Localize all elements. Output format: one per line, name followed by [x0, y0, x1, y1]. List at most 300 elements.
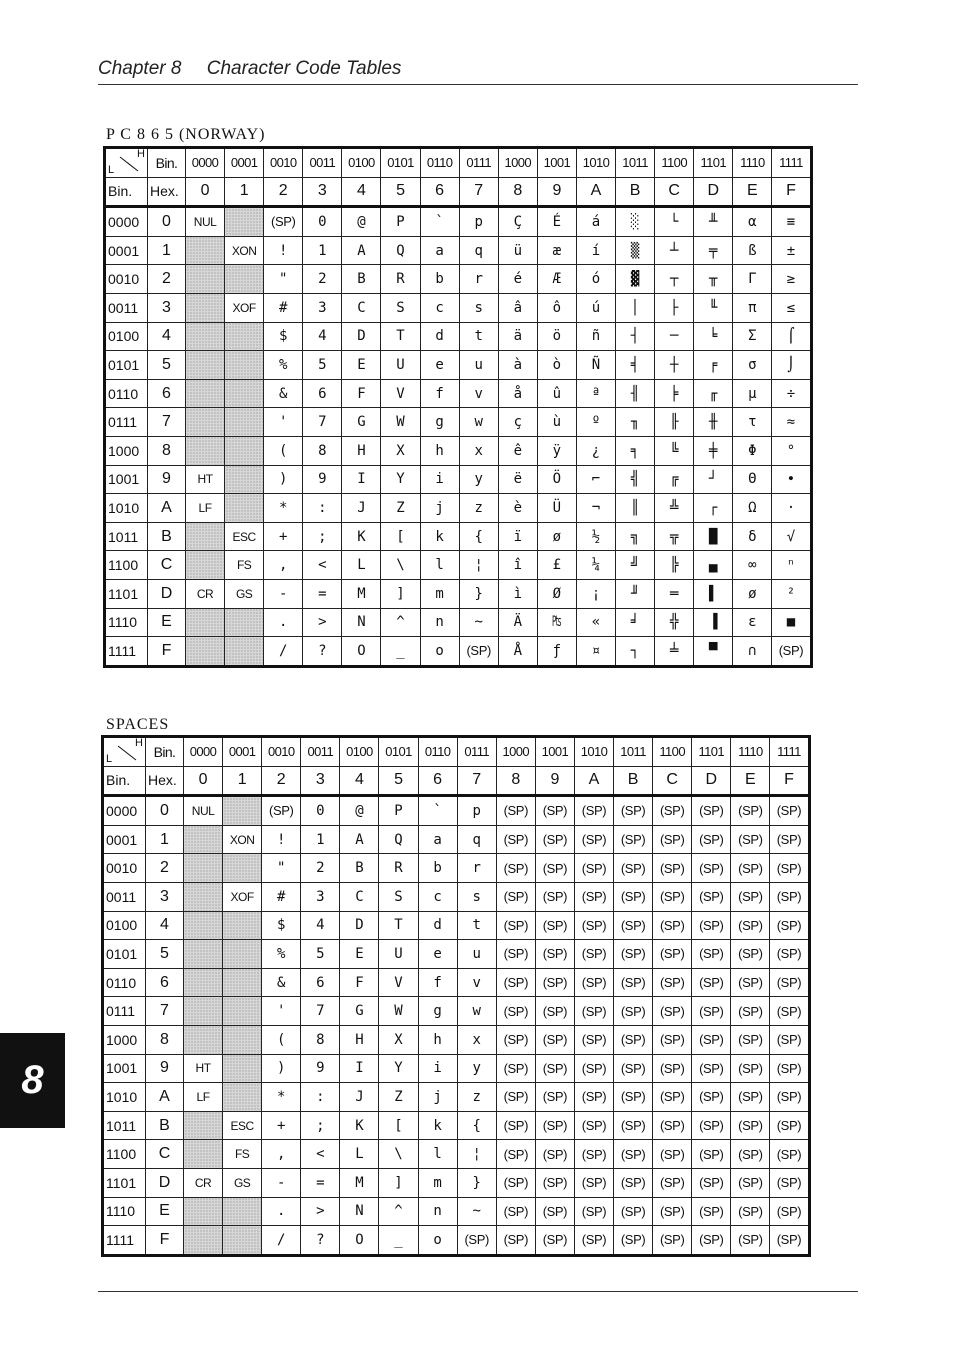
table-row	[105, 608, 812, 637]
column-hex-header: B	[614, 766, 653, 796]
char-cell: 5	[303, 351, 342, 380]
char-cell: (SP)	[770, 1197, 809, 1226]
char-cell: π	[733, 293, 772, 322]
column-hex-header: E	[731, 766, 770, 796]
control-cell	[184, 1197, 223, 1226]
char-cell: ç	[498, 408, 537, 437]
char-cell: (SP)	[692, 1197, 731, 1226]
char-cell: a	[420, 236, 459, 265]
table-row	[103, 1025, 810, 1054]
row-hex-header: 5	[146, 940, 184, 969]
column-hex-header: A	[576, 177, 615, 207]
char-cell: C	[342, 293, 381, 322]
char-cell: "	[264, 265, 303, 294]
char-cell: (SP)	[535, 1140, 574, 1169]
table-row	[105, 436, 812, 465]
row-bin-header: 1110	[103, 1197, 146, 1226]
char-cell: 7	[303, 408, 342, 437]
char-cell: N	[340, 1197, 379, 1226]
char-cell: (SP)	[614, 1111, 653, 1140]
char-cell: ú	[576, 293, 615, 322]
char-cell: :	[301, 1083, 340, 1112]
char-cell: J	[342, 494, 381, 523]
control-cell	[223, 1025, 262, 1054]
char-cell: ╤	[694, 236, 733, 265]
char-cell: (SP)	[692, 854, 731, 883]
char-cell: (SP)	[731, 1168, 770, 1197]
char-cell: A	[340, 825, 379, 854]
char-cell: (SP)	[496, 997, 535, 1026]
column-bin-header: 0010	[264, 148, 303, 178]
char-cell: o	[420, 637, 459, 667]
row-hex-header: 7	[148, 408, 186, 437]
table-row	[105, 351, 812, 380]
char-cell: (SP)	[264, 207, 303, 237]
row-hex-header: 6	[146, 968, 184, 997]
char-cell: ╚	[655, 436, 694, 465]
char-cell: V	[381, 379, 420, 408]
char-cell: (SP)	[496, 1226, 535, 1256]
row-hex-header: 2	[148, 265, 186, 294]
char-cell: (SP)	[653, 997, 692, 1026]
row-bin-header: 1000	[103, 1025, 146, 1054]
char-cell: Q	[379, 825, 418, 854]
char-cell: b	[420, 265, 459, 294]
char-cell: ,	[262, 1140, 301, 1169]
column-hex-header: 6	[418, 766, 457, 796]
char-cell: ï	[498, 522, 537, 551]
char-cell: (SP)	[614, 997, 653, 1026]
char-cell: H	[340, 1025, 379, 1054]
char-cell: ≈	[772, 408, 811, 437]
char-cell: (SP)	[574, 911, 613, 940]
char-cell: (SP)	[692, 997, 731, 1026]
row-hex-header: E	[148, 608, 186, 637]
char-cell: M	[340, 1168, 379, 1197]
char-cell: .	[262, 1197, 301, 1226]
char-cell: t	[459, 322, 498, 351]
table-row	[103, 1083, 810, 1112]
char-cell: >	[303, 608, 342, 637]
char-cell: ó	[576, 265, 615, 294]
char-cell: 0	[303, 207, 342, 237]
char-cell: (SP)	[614, 911, 653, 940]
char-cell: (SP)	[692, 1054, 731, 1083]
column-hex-header: E	[733, 177, 772, 207]
char-cell: 4	[301, 911, 340, 940]
row-hex-header: 3	[148, 293, 186, 322]
char-cell: x	[459, 436, 498, 465]
column-bin-header: 1111	[772, 148, 811, 178]
char-cell: (SP)	[535, 940, 574, 969]
char-cell: ;	[301, 1111, 340, 1140]
char-cell: e	[420, 351, 459, 380]
char-cell: ╩	[655, 494, 694, 523]
char-cell: l	[418, 1140, 457, 1169]
row-bin-header: 0001	[105, 236, 148, 265]
control-cell	[225, 637, 264, 667]
char-cell: n	[420, 608, 459, 637]
table-row	[103, 1111, 810, 1140]
char-cell: ▐	[694, 608, 733, 637]
char-cell: (SP)	[653, 1197, 692, 1226]
char-cell: l	[420, 551, 459, 580]
char-cell: F	[342, 379, 381, 408]
chapter-side-tab: 8	[0, 1033, 65, 1128]
char-cell: (SP)	[457, 1226, 496, 1256]
char-cell: (SP)	[770, 825, 809, 854]
row-bin-header: 0100	[103, 911, 146, 940]
char-cell: ╟	[655, 408, 694, 437]
char-cell: p	[459, 207, 498, 237]
control-cell	[186, 408, 225, 437]
char-cell: (SP)	[574, 882, 613, 911]
row-bin-header: 0001	[103, 825, 146, 854]
char-cell: '	[264, 408, 303, 437]
char-cell: ÷	[772, 379, 811, 408]
table-row	[105, 522, 812, 551]
char-cell: (	[262, 1025, 301, 1054]
char-cell: (SP)	[731, 997, 770, 1026]
char-cell: m	[418, 1168, 457, 1197]
control-cell	[223, 940, 262, 969]
char-cell: (SP)	[535, 997, 574, 1026]
column-hex-header: 7	[457, 766, 496, 796]
char-cell: L	[342, 551, 381, 580]
char-cell: (SP)	[653, 1168, 692, 1197]
control-cell	[186, 236, 225, 265]
header-row-bin	[103, 737, 810, 767]
char-cell: ╬	[655, 608, 694, 637]
row-hex-header: 7	[146, 997, 184, 1026]
char-cell: )	[264, 465, 303, 494]
table-corner	[103, 737, 146, 767]
row-bin-header: 0000	[105, 207, 148, 237]
column-bin-header: 1111	[770, 737, 809, 767]
bin-label: Bin.	[103, 766, 146, 796]
control-cell	[184, 882, 223, 911]
char-cell: ╧	[655, 637, 694, 667]
char-cell: ¼	[576, 551, 615, 580]
char-cell: Φ	[733, 436, 772, 465]
char-cell: ╜	[616, 579, 655, 608]
char-cell: +	[262, 1111, 301, 1140]
char-cell: (SP)	[574, 1083, 613, 1112]
table-corner	[105, 148, 148, 178]
char-cell: (SP)	[692, 825, 731, 854]
char-cell: T	[381, 322, 420, 351]
char-cell: (SP)	[262, 796, 301, 826]
char-cell: q	[459, 236, 498, 265]
char-cell: #	[264, 293, 303, 322]
char-cell: (SP)	[496, 1140, 535, 1169]
char-cell: (SP)	[535, 1168, 574, 1197]
control-cell	[225, 436, 264, 465]
char-cell: =	[303, 579, 342, 608]
table-row	[103, 1140, 810, 1169]
char-cell: @	[340, 796, 379, 826]
char-cell: [	[379, 1111, 418, 1140]
char-cell: (SP)	[614, 1140, 653, 1169]
char-cell: Σ	[733, 322, 772, 351]
char-cell: £	[537, 551, 576, 580]
column-hex-header: B	[616, 177, 655, 207]
char-cell: %	[264, 351, 303, 380]
char-cell: ê	[498, 436, 537, 465]
char-cell: R	[381, 265, 420, 294]
column-hex-header: 3	[303, 177, 342, 207]
column-bin-header: 1100	[653, 737, 692, 767]
char-cell: y	[459, 465, 498, 494]
char-cell: ╫	[694, 408, 733, 437]
row-bin-header: 0110	[103, 968, 146, 997]
row-hex-header: B	[146, 1111, 184, 1140]
char-cell: (SP)	[574, 1197, 613, 1226]
char-cell: *	[264, 494, 303, 523]
char-cell: x	[457, 1025, 496, 1054]
char-cell: ¿	[576, 436, 615, 465]
column-hex-header: F	[772, 177, 811, 207]
row-bin-header: 0011	[105, 293, 148, 322]
char-cell: "	[262, 854, 301, 883]
char-cell: `	[418, 796, 457, 826]
row-hex-header: C	[146, 1140, 184, 1169]
row-hex-header: 4	[148, 322, 186, 351]
column-bin-header: 1101	[694, 148, 733, 178]
row-bin-header: 0011	[103, 882, 146, 911]
char-cell: }	[457, 1168, 496, 1197]
char-cell: (SP)	[653, 940, 692, 969]
row-bin-header: 0101	[103, 940, 146, 969]
char-cell: (SP)	[692, 911, 731, 940]
control-cell	[223, 1197, 262, 1226]
char-cell: G	[340, 997, 379, 1026]
char-cell: (SP)	[574, 796, 613, 826]
char-cell: 7	[301, 997, 340, 1026]
char-cell: 3	[303, 293, 342, 322]
char-cell: (SP)	[535, 825, 574, 854]
char-cell: (SP)	[496, 911, 535, 940]
table-row	[103, 1197, 810, 1226]
table-row	[103, 1054, 810, 1083]
char-cell: r	[459, 265, 498, 294]
control-cell	[186, 436, 225, 465]
char-cell: }	[459, 579, 498, 608]
row-hex-header: A	[148, 494, 186, 523]
row-bin-header: 0111	[105, 408, 148, 437]
char-cell: S	[381, 293, 420, 322]
char-cell: V	[379, 968, 418, 997]
char-cell: B	[342, 265, 381, 294]
char-cell: =	[301, 1168, 340, 1197]
char-cell: (SP)	[770, 911, 809, 940]
char-cell: ┤	[616, 322, 655, 351]
char-cell: 0	[301, 796, 340, 826]
control-cell	[186, 551, 225, 580]
control-cell	[186, 293, 225, 322]
char-cell: W	[379, 997, 418, 1026]
char-cell: h	[418, 1025, 457, 1054]
char-cell: æ	[537, 236, 576, 265]
char-cell: µ	[733, 379, 772, 408]
char-cell: Å	[498, 637, 537, 667]
table-row	[105, 551, 812, 580]
char-cell: &	[262, 968, 301, 997]
char-cell: -	[262, 1168, 301, 1197]
row-hex-header: 5	[148, 351, 186, 380]
control-cell: CR	[186, 579, 225, 608]
char-cell: (SP)	[731, 911, 770, 940]
control-cell	[225, 351, 264, 380]
char-cell: X	[381, 436, 420, 465]
control-cell	[186, 379, 225, 408]
char-cell: H	[342, 436, 381, 465]
column-hex-header: 5	[381, 177, 420, 207]
char-cell: K	[342, 522, 381, 551]
control-cell	[223, 997, 262, 1026]
char-cell: ª	[576, 379, 615, 408]
char-cell: Y	[381, 465, 420, 494]
char-cell: _	[379, 1226, 418, 1256]
char-cell: (SP)	[496, 796, 535, 826]
control-cell	[223, 968, 262, 997]
char-cell: (SP)	[535, 1054, 574, 1083]
control-cell	[223, 796, 262, 826]
char-cell: ≡	[772, 207, 811, 237]
char-cell: ä	[498, 322, 537, 351]
char-cell: A	[342, 236, 381, 265]
table-row	[105, 637, 812, 667]
column-bin-header: 1010	[574, 737, 613, 767]
char-cell: g	[420, 408, 459, 437]
char-cell: (SP)	[731, 968, 770, 997]
char-cell: (SP)	[731, 1111, 770, 1140]
char-cell: è	[498, 494, 537, 523]
char-cell: `	[420, 207, 459, 237]
char-cell: ╕	[616, 436, 655, 465]
char-cell: $	[264, 322, 303, 351]
char-cell: ?	[301, 1226, 340, 1256]
char-cell: (SP)	[731, 940, 770, 969]
column-bin-header: 0101	[381, 148, 420, 178]
column-hex-header: 6	[420, 177, 459, 207]
char-cell: E	[340, 940, 379, 969]
char-cell: +	[264, 522, 303, 551]
char-cell: (SP)	[770, 940, 809, 969]
char-cell: Z	[381, 494, 420, 523]
char-cell: ╒	[694, 351, 733, 380]
control-cell	[223, 1226, 262, 1256]
char-cell: 8	[303, 436, 342, 465]
char-cell: z	[457, 1083, 496, 1112]
char-cell: )	[262, 1054, 301, 1083]
char-cell: ö	[537, 322, 576, 351]
char-cell: ²	[772, 579, 811, 608]
char-cell: (SP)	[731, 882, 770, 911]
char-cell: é	[498, 265, 537, 294]
char-cell: ■	[772, 608, 811, 637]
row-bin-header: 0010	[103, 854, 146, 883]
table-row	[105, 236, 812, 265]
bin-label: Bin.	[148, 148, 186, 178]
row-bin-header: 1111	[105, 637, 148, 667]
char-cell: (SP)	[692, 796, 731, 826]
char-cell: (SP)	[496, 1083, 535, 1112]
control-cell: NUL	[184, 796, 223, 826]
char-cell: (SP)	[653, 1226, 692, 1256]
char-cell: ║	[616, 494, 655, 523]
char-cell: (SP)	[692, 1111, 731, 1140]
char-cell: (SP)	[535, 1226, 574, 1256]
control-cell	[186, 637, 225, 667]
control-cell	[225, 379, 264, 408]
table-row	[103, 796, 810, 826]
bin-label: Bin.	[146, 737, 184, 767]
char-cell: ⌐	[576, 465, 615, 494]
char-cell: 2	[301, 854, 340, 883]
char-cell: y	[457, 1054, 496, 1083]
char-cell: (SP)	[770, 854, 809, 883]
char-cell: u	[459, 351, 498, 380]
row-hex-header: E	[146, 1197, 184, 1226]
char-cell: (SP)	[535, 854, 574, 883]
char-cell: ▓	[616, 265, 655, 294]
column-hex-header: A	[574, 766, 613, 796]
char-cell: ⌠	[772, 322, 811, 351]
row-bin-header: 1010	[105, 494, 148, 523]
char-cell: (	[264, 436, 303, 465]
char-cell: W	[381, 408, 420, 437]
char-cell: ⁿ	[772, 551, 811, 580]
bin-label: Bin.	[105, 177, 148, 207]
char-cell: α	[733, 207, 772, 237]
char-cell: !	[264, 236, 303, 265]
column-bin-header: 1011	[614, 737, 653, 767]
char-cell: (SP)	[692, 1083, 731, 1112]
chapter-title: Character Code Tables	[206, 58, 402, 79]
control-cell: HT	[184, 1054, 223, 1083]
column-hex-header: F	[770, 766, 809, 796]
char-cell: 9	[303, 465, 342, 494]
char-cell: r	[457, 854, 496, 883]
char-cell: (SP)	[692, 882, 731, 911]
table-row	[103, 968, 810, 997]
control-cell	[225, 494, 264, 523]
column-bin-header: 1001	[537, 148, 576, 178]
char-cell: ╡	[616, 351, 655, 380]
char-cell: Ω	[733, 494, 772, 523]
char-cell: ∞	[733, 551, 772, 580]
control-cell	[184, 940, 223, 969]
char-cell: (SP)	[692, 968, 731, 997]
char-cell: (SP)	[535, 911, 574, 940]
table-row	[103, 997, 810, 1026]
char-cell: °	[772, 436, 811, 465]
column-hex-header: C	[653, 766, 692, 796]
control-cell	[186, 265, 225, 294]
char-cell: (SP)	[770, 882, 809, 911]
row-hex-header: 1	[148, 236, 186, 265]
char-cell: █	[694, 522, 733, 551]
hex-label: Hex.	[146, 766, 184, 796]
row-hex-header: 3	[146, 882, 184, 911]
char-cell: _	[381, 637, 420, 667]
char-cell: (SP)	[653, 882, 692, 911]
char-cell: (SP)	[535, 968, 574, 997]
table-row	[105, 379, 812, 408]
char-cell: (SP)	[614, 940, 653, 969]
column-bin-header: 1000	[498, 148, 537, 178]
